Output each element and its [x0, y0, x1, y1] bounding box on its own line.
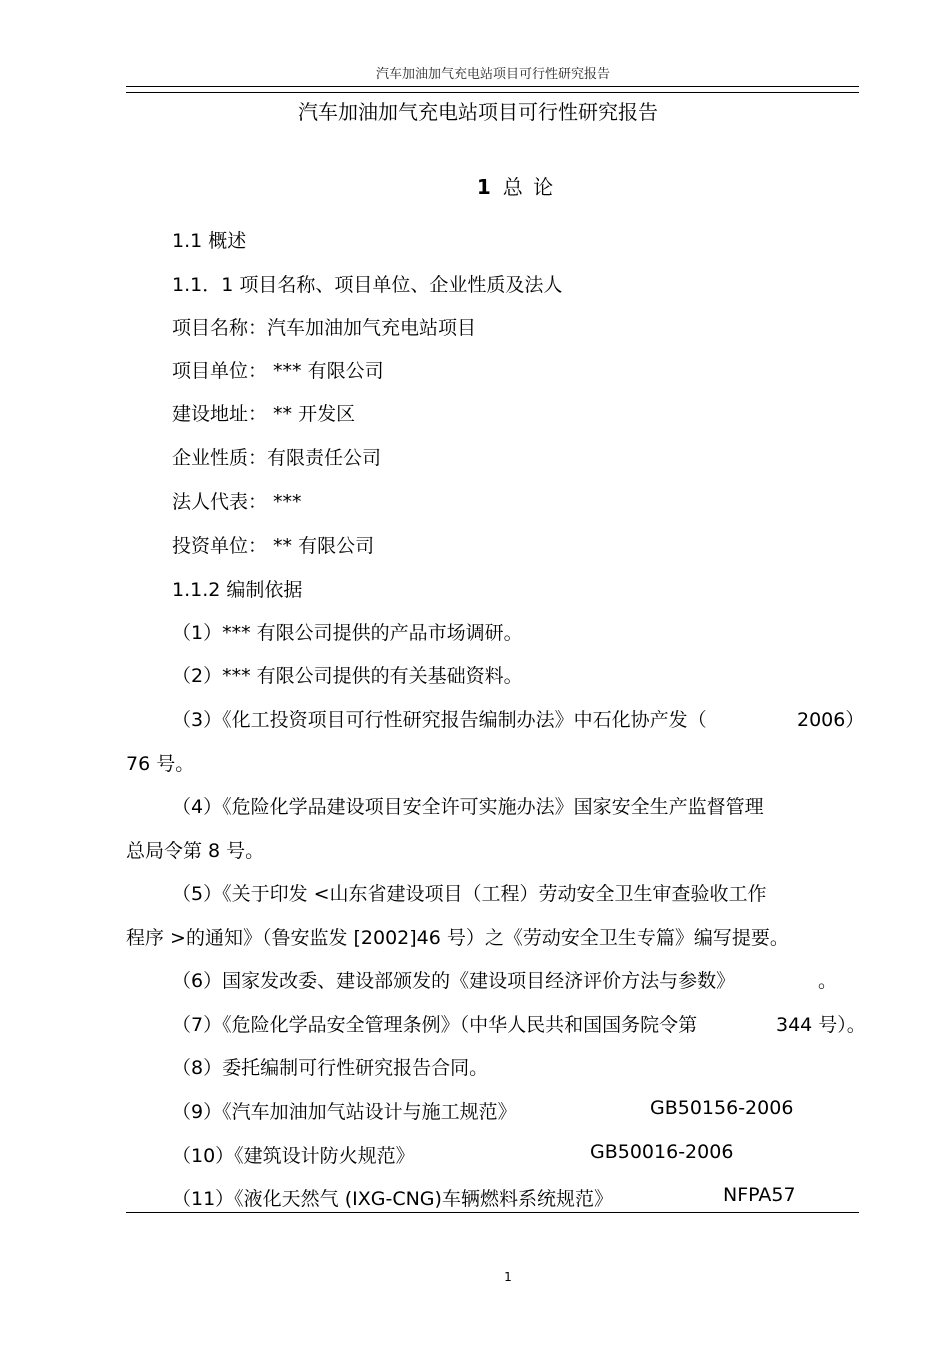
basis-item-10-code: GB50016-2006	[590, 1141, 734, 1163]
basis-item-8: （8）委托编制可行性研究报告合同。	[172, 1057, 489, 1079]
basis-item-3-year: 2006）	[797, 709, 865, 731]
document-title: 汽车加油加气充电站项目可行性研究报告	[298, 100, 658, 124]
basis-item-5-cont: 程序 >的通知》（鲁安监发 [2002]46 号）之《劳动安全卫生专篇》编写提要。	[126, 927, 789, 949]
section-heading-1-1-1: 1.1．1 项目名称、项目单位、企业性质及法人	[172, 274, 563, 296]
section-heading-1-1: 1.1 概述	[172, 230, 247, 252]
basis-item-2: （2）*** 有限公司提供的有关基础资料。	[172, 665, 523, 687]
field-investor: 投资单位： ** 有限公司	[172, 535, 375, 557]
chapter-name: 总 论	[502, 175, 556, 199]
page-number: 1	[504, 1270, 512, 1284]
basis-item-7-end: 344 号）。	[776, 1014, 866, 1036]
basis-item-11-code: NFPA57	[723, 1184, 796, 1206]
basis-item-3: （3）《化工投资项目可行性研究报告编制办法》中石化协产发（	[172, 709, 707, 731]
basis-item-9: （9）《汽车加油加气站设计与施工规范》	[172, 1101, 517, 1123]
basis-item-4-cont: 总局令第 8 号。	[126, 840, 265, 862]
basis-item-5: （5）《关于印发 <山东省建设项目（工程）劳动安全卫生审查验收工作	[172, 883, 767, 905]
basis-item-9-code: GB50156-2006	[650, 1097, 794, 1119]
section-heading-1-1-2: 1.1.2 编制依据	[172, 579, 303, 601]
field-legal-rep: 法人代表： ***	[172, 491, 302, 513]
field-site-address: 建设地址： ** 开发区	[172, 403, 356, 425]
basis-item-1: （1）*** 有限公司提供的产品市场调研。	[172, 622, 523, 644]
basis-item-4: （4）《危险化学品建设项目安全许可实施办法》国家安全生产监督管理	[172, 796, 764, 818]
basis-item-10: （10）《建筑设计防火规范》	[172, 1145, 415, 1167]
field-project-name: 项目名称：汽车加油加气充电站项目	[172, 317, 477, 339]
basis-item-6: （6）国家发改委、建设部颁发的《建设项目经济评价方法与参数》	[172, 970, 736, 992]
chapter-heading	[0, 171, 950, 200]
chapter-number: 1	[476, 175, 493, 199]
basis-item-6-end: 。	[818, 970, 838, 992]
field-project-unit: 项目单位： *** 有限公司	[172, 360, 384, 382]
running-header: 汽车加油加气充电站项目可行性研究报告	[375, 67, 610, 82]
footer-rule	[126, 1212, 859, 1213]
basis-item-3-cont: 76 号。	[126, 753, 195, 775]
header-rule-top	[126, 86, 859, 87]
basis-item-11: （11）《液化天然气 (IXG-CNG)车辆燃料系统规范》	[172, 1188, 613, 1210]
basis-item-7: （7）《危险化学品安全管理条例》（中华人民共和国国务院令第	[172, 1014, 698, 1036]
header-rule-bottom	[126, 92, 859, 93]
field-enterprise-type: 企业性质：有限责任公司	[172, 447, 382, 469]
